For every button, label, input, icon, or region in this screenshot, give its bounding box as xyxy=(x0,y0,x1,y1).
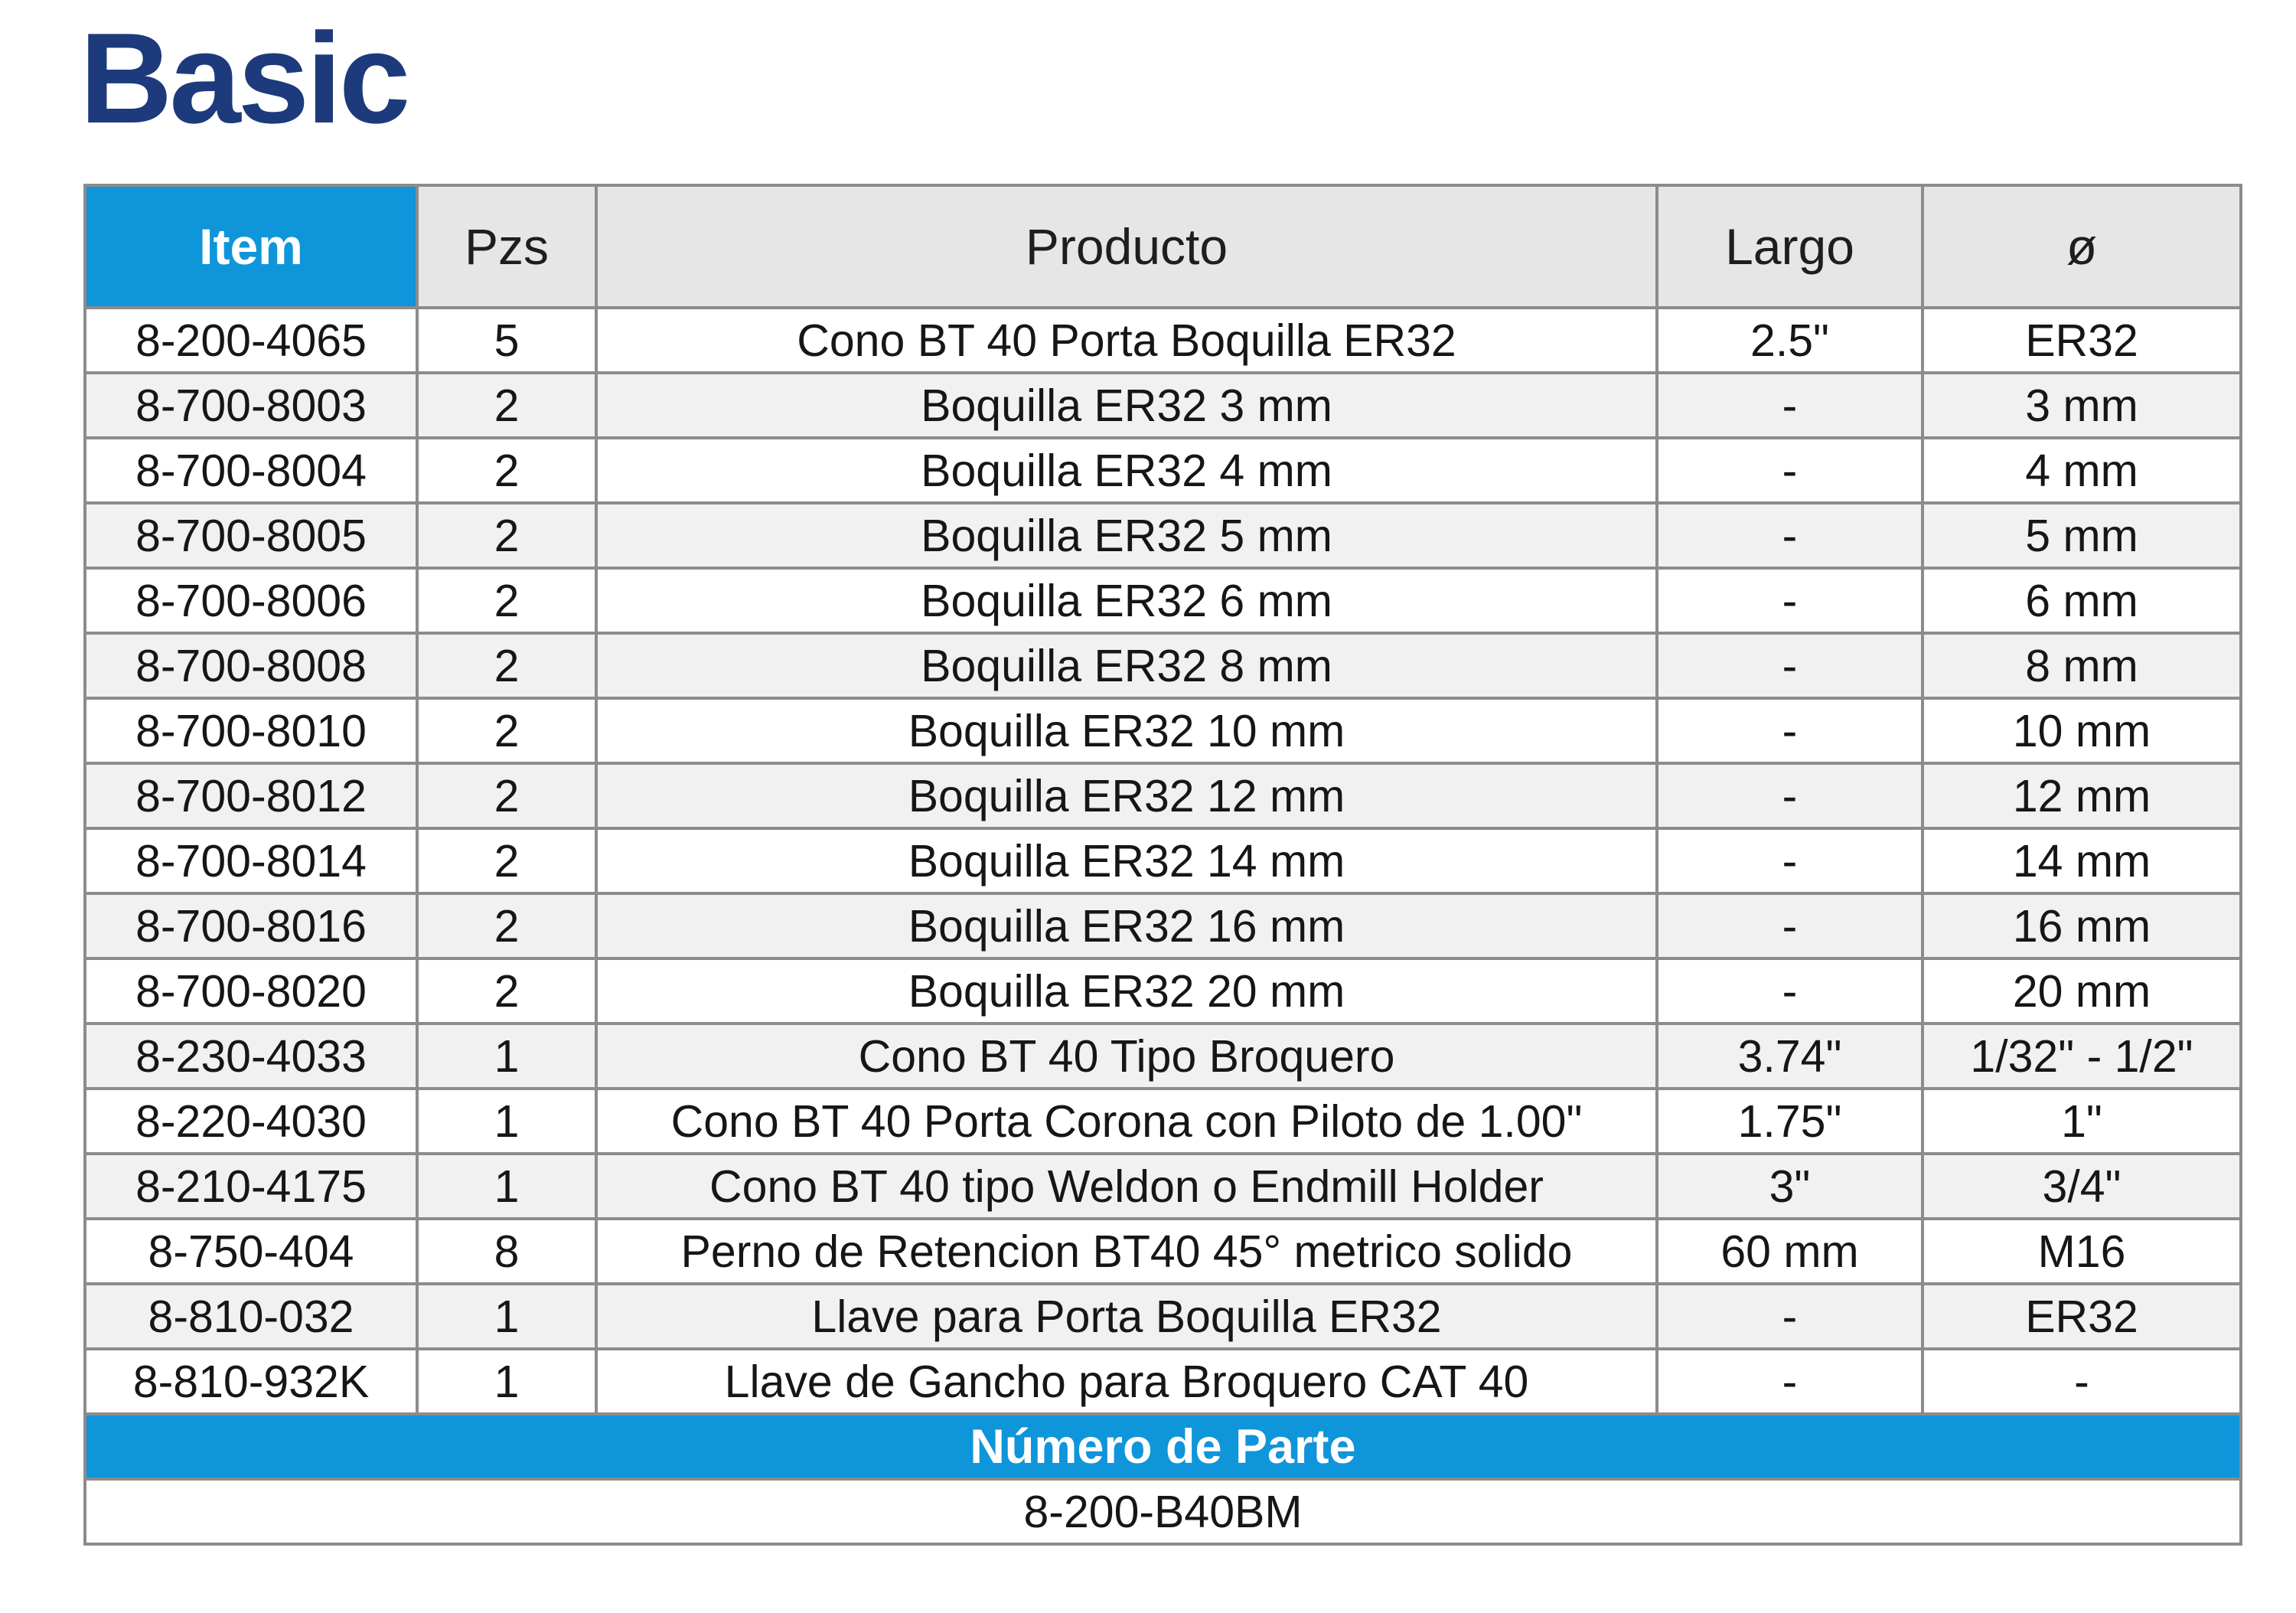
cell-item: 8-700-8014 xyxy=(85,828,417,893)
cell-producto: Boquilla ER32 5 mm xyxy=(596,503,1657,568)
column-header-largo: Largo xyxy=(1657,185,1923,308)
cell-largo: - xyxy=(1657,763,1923,828)
cell-item: 8-210-4175 xyxy=(85,1154,417,1219)
cell-item: 8-700-8010 xyxy=(85,698,417,763)
cell-pzs: 2 xyxy=(417,828,596,893)
cell-diametro: - xyxy=(1923,1349,2241,1414)
cell-item: 8-700-8006 xyxy=(85,568,417,633)
cell-diametro: 4 mm xyxy=(1923,438,2241,503)
table-row xyxy=(85,893,2241,958)
cell-largo: - xyxy=(1657,1349,1923,1414)
cell-largo: - xyxy=(1657,828,1923,893)
cell-pzs: 1 xyxy=(417,1154,596,1219)
cell-largo: - xyxy=(1657,1284,1923,1349)
cell-item: 8-700-8003 xyxy=(85,373,417,438)
table-row xyxy=(85,1154,2241,1219)
page-title: Basic xyxy=(80,6,408,150)
cell-diametro: 8 mm xyxy=(1923,633,2241,698)
column-header-item: Item xyxy=(85,185,417,308)
cell-producto: Boquilla ER32 6 mm xyxy=(596,568,1657,633)
cell-pzs: 2 xyxy=(417,503,596,568)
cell-item: 8-700-8004 xyxy=(85,438,417,503)
cell-diametro: ER32 xyxy=(1923,308,2241,373)
cell-largo: 2.5" xyxy=(1657,308,1923,373)
cell-pzs: 8 xyxy=(417,1219,596,1284)
cell-largo: - xyxy=(1657,633,1923,698)
cell-pzs: 2 xyxy=(417,763,596,828)
table-row xyxy=(85,958,2241,1024)
table-header-row xyxy=(85,185,2241,308)
cell-item: 8-810-032 xyxy=(85,1284,417,1349)
cell-diametro: 10 mm xyxy=(1923,698,2241,763)
cell-item: 8-700-8020 xyxy=(85,958,417,1024)
cell-producto: Boquilla ER32 3 mm xyxy=(596,373,1657,438)
cell-item: 8-810-932K xyxy=(85,1349,417,1414)
cell-largo: - xyxy=(1657,893,1923,958)
column-header-producto: Producto xyxy=(596,185,1657,308)
cell-producto: Perno de Retencion BT40 45° metrico solido xyxy=(596,1219,1657,1284)
cell-producto: Boquilla ER32 8 mm xyxy=(596,633,1657,698)
cell-producto: Llave para Porta Boquilla ER32 xyxy=(596,1284,1657,1349)
cell-diametro: 1/32" - 1/2" xyxy=(1923,1024,2241,1089)
cell-pzs: 1 xyxy=(417,1089,596,1154)
cell-diametro: 14 mm xyxy=(1923,828,2241,893)
cell-pzs: 2 xyxy=(417,893,596,958)
cell-pzs: 5 xyxy=(417,308,596,373)
cell-pzs: 2 xyxy=(417,568,596,633)
part-number-value: 8-200-B40BM xyxy=(85,1479,2241,1544)
cell-item: 8-700-8005 xyxy=(85,503,417,568)
cell-largo: - xyxy=(1657,568,1923,633)
table-row xyxy=(85,1284,2241,1349)
table-row xyxy=(85,1089,2241,1154)
part-number-header-row xyxy=(85,1414,2241,1479)
cell-item: 8-200-4065 xyxy=(85,308,417,373)
table-row xyxy=(85,1349,2241,1414)
cell-diametro: 20 mm xyxy=(1923,958,2241,1024)
cell-pzs: 1 xyxy=(417,1349,596,1414)
cell-largo: 60 mm xyxy=(1657,1219,1923,1284)
cell-producto: Boquilla ER32 16 mm xyxy=(596,893,1657,958)
cell-diametro: 1" xyxy=(1923,1089,2241,1154)
cell-item: 8-700-8016 xyxy=(85,893,417,958)
table-body xyxy=(85,308,2241,1414)
cell-largo: 3.74" xyxy=(1657,1024,1923,1089)
column-header-diametro: ø xyxy=(1923,185,2241,308)
cell-largo: - xyxy=(1657,503,1923,568)
cell-producto: Cono BT 40 Porta Boquilla ER32 xyxy=(596,308,1657,373)
table-row xyxy=(85,1219,2241,1284)
cell-item: 8-230-4033 xyxy=(85,1024,417,1089)
cell-diametro: 3 mm xyxy=(1923,373,2241,438)
cell-pzs: 2 xyxy=(417,633,596,698)
table-row xyxy=(85,633,2241,698)
cell-largo: 3" xyxy=(1657,1154,1923,1219)
cell-pzs: 2 xyxy=(417,373,596,438)
cell-producto: Llave de Gancho para Broquero CAT 40 xyxy=(596,1349,1657,1414)
cell-pzs: 2 xyxy=(417,698,596,763)
cell-largo: - xyxy=(1657,373,1923,438)
table-row xyxy=(85,568,2241,633)
cell-producto: Cono BT 40 tipo Weldon o Endmill Holder xyxy=(596,1154,1657,1219)
cell-largo: - xyxy=(1657,698,1923,763)
cell-producto: Boquilla ER32 10 mm xyxy=(596,698,1657,763)
part-number-value-row xyxy=(85,1479,2241,1544)
cell-producto: Cono BT 40 Porta Corona con Piloto de 1.00" xyxy=(596,1089,1657,1154)
table-row xyxy=(85,438,2241,503)
cell-item: 8-700-8012 xyxy=(85,763,417,828)
cell-item: 8-220-4030 xyxy=(85,1089,417,1154)
cell-diametro: 3/4" xyxy=(1923,1154,2241,1219)
table-row xyxy=(85,763,2241,828)
cell-diametro: 12 mm xyxy=(1923,763,2241,828)
cell-pzs: 2 xyxy=(417,438,596,503)
column-header-pzs: Pzs xyxy=(417,185,596,308)
cell-diametro: 6 mm xyxy=(1923,568,2241,633)
cell-producto: Cono BT 40 Tipo Broquero xyxy=(596,1024,1657,1089)
cell-producto: Boquilla ER32 20 mm xyxy=(596,958,1657,1024)
table-row xyxy=(85,308,2241,373)
parts-table xyxy=(83,184,2242,1546)
cell-largo: - xyxy=(1657,438,1923,503)
table-row xyxy=(85,373,2241,438)
cell-diametro: M16 xyxy=(1923,1219,2241,1284)
cell-pzs: 1 xyxy=(417,1024,596,1089)
cell-pzs: 2 xyxy=(417,958,596,1024)
cell-item: 8-700-8008 xyxy=(85,633,417,698)
table-row xyxy=(85,698,2241,763)
cell-largo: 1.75" xyxy=(1657,1089,1923,1154)
cell-largo: - xyxy=(1657,958,1923,1024)
cell-producto: Boquilla ER32 4 mm xyxy=(596,438,1657,503)
part-number-label: Número de Parte xyxy=(85,1414,2241,1479)
cell-diametro: 16 mm xyxy=(1923,893,2241,958)
table-row xyxy=(85,828,2241,893)
cell-pzs: 1 xyxy=(417,1284,596,1349)
cell-diametro: ER32 xyxy=(1923,1284,2241,1349)
table-row xyxy=(85,503,2241,568)
cell-diametro: 5 mm xyxy=(1923,503,2241,568)
cell-item: 8-750-404 xyxy=(85,1219,417,1284)
cell-producto: Boquilla ER32 14 mm xyxy=(596,828,1657,893)
cell-producto: Boquilla ER32 12 mm xyxy=(596,763,1657,828)
table-row xyxy=(85,1024,2241,1089)
